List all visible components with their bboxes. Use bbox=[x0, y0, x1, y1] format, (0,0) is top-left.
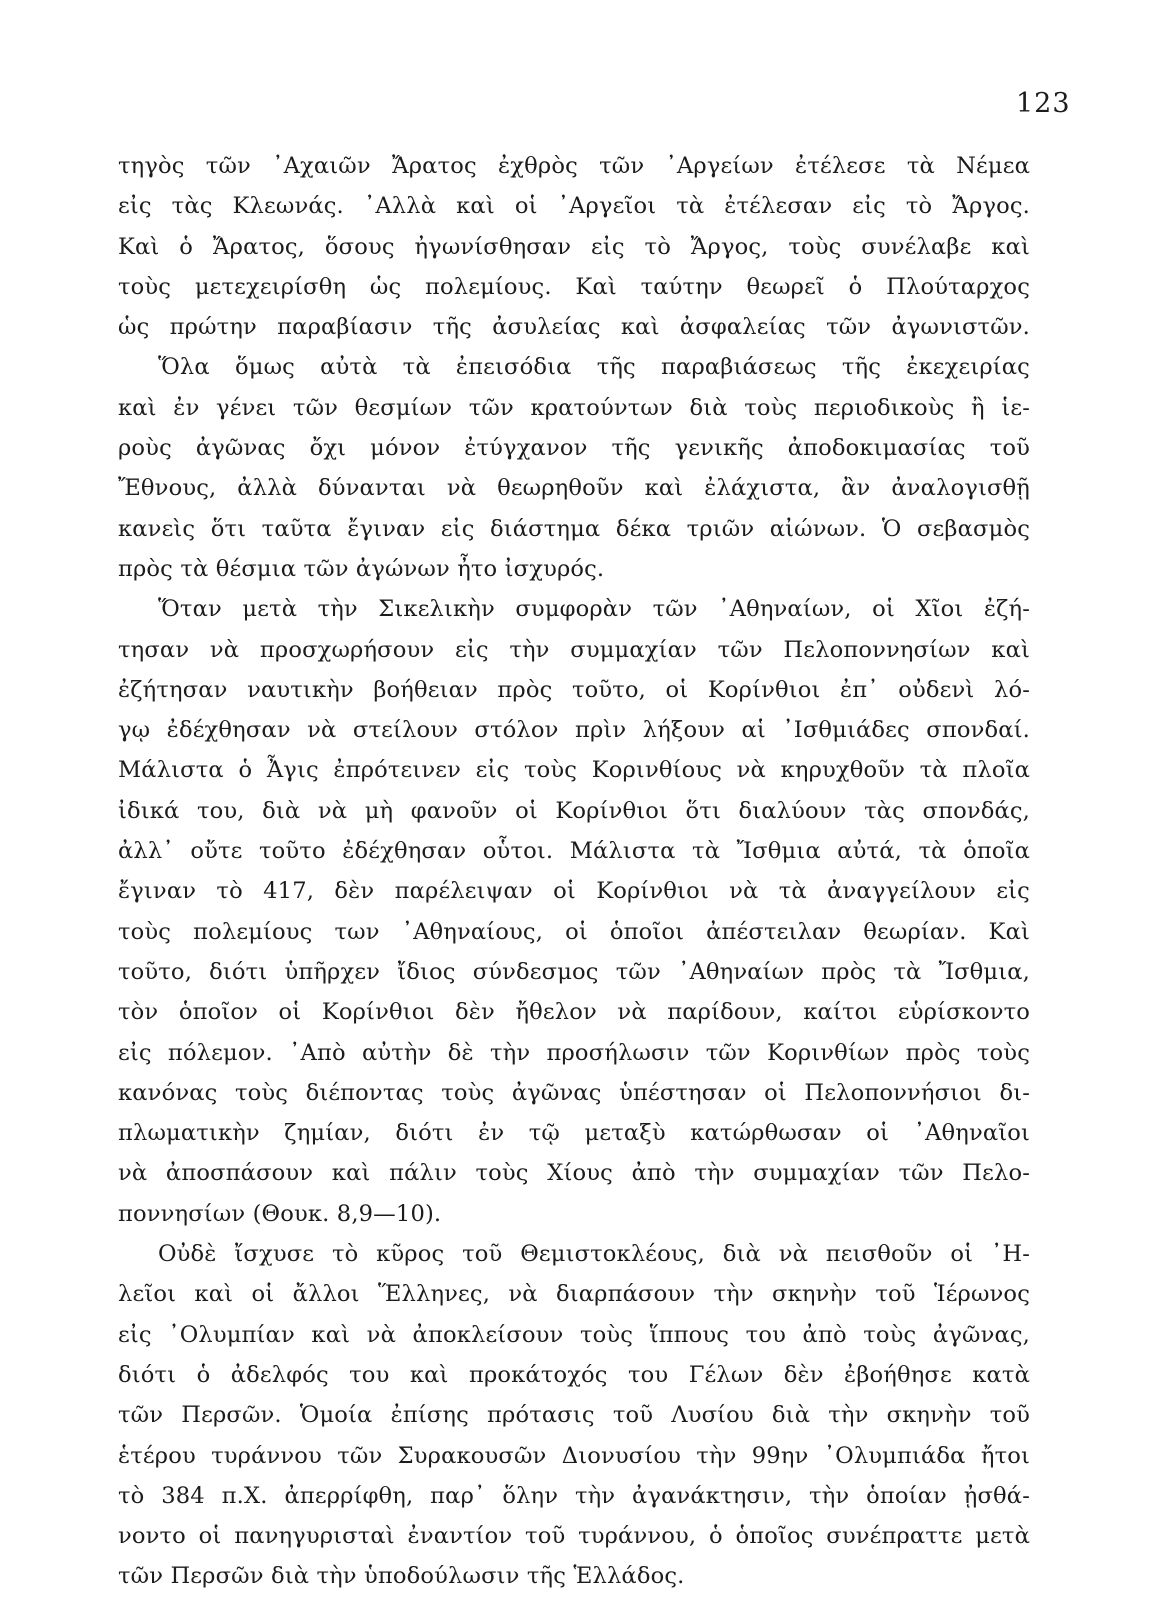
text-line: γῳ ἐδέχθησαν νὰ στείλουν στόλον πρὶν λήξουν αἱ ᾿Ισθμιάδες σπονδαί. bbox=[118, 717, 1030, 744]
text-line: ροὺς ἀγῶνας ὄχι μόνον ἐτύγχανον τῆς γενικῆς ἀποδοκιμασίας τοῦ bbox=[118, 435, 1030, 462]
text-line: ἰδικά του, διὰ νὰ μὴ φανοῦν οἱ Κορίνθιοι ὅτι διαλύουν τὰς σπονδάς, bbox=[118, 797, 1030, 824]
text-line: εἰς τὰς Κλεωνάς. ᾿Αλλὰ καὶ οἱ ᾿Αργεῖοι τὰ ἐτέλεσαν εἰς τὸ Ἄργος. bbox=[118, 193, 1030, 220]
text-line: πλωματικὴν ζημίαν, διότι ἐν τῷ μεταξὺ κατώρθωσαν οἱ ᾿Αθηναῖοι bbox=[118, 1120, 1030, 1147]
text-line: νοντο οἱ πανηγυρισταὶ ἐναντίον τοῦ τυράννου, ὁ ὁποῖος συνέπραττε μετὰ bbox=[118, 1523, 1030, 1550]
text-line: τῶν Περσῶν διὰ τὴν ὑποδούλωσιν τῆς Ἑλλάδος. bbox=[118, 1563, 685, 1590]
text-line: ἔγιναν τὸ 417, δὲν παρέλειψαν οἱ Κορίνθιοι νὰ τὰ ἀναγγείλουν εἰς bbox=[118, 878, 1030, 905]
text-line: κανεὶς ὅτι ταῦτα ἔγιναν εἰς διάστημα δέκα τριῶν αἰώνων. Ὁ σεβασμὸς bbox=[118, 515, 1030, 542]
text-line: τηγὸς τῶν ᾿Αχαιῶν Ἄρατος ἐχθρὸς τῶν ᾿Αργείων ἐτέλεσε τὰ Νέμεα bbox=[118, 153, 1030, 179]
paragraph bbox=[118, 1234, 1030, 1597]
text-line: πρὸς τὰ θέσμια τῶν ἀγώνων ἦτο ἰσχυρός. bbox=[118, 555, 605, 582]
paragraph bbox=[118, 146, 1030, 347]
text-line: τὸ 384 π.Χ. ἀπερρίφθη, παρ᾿ ὅλην τὴν ἀγανάκτησιν, τὴν ὁποίαν ᾐσθά- bbox=[118, 1482, 1030, 1509]
text-line: τοὺς πολεμίους των ᾿Αθηναίους, οἱ ὁποῖοι ἀπέστειλαν θεωρίαν. Καὶ bbox=[118, 918, 1030, 945]
text-line: ἀλλ᾿ οὔτε τοῦτο ἐδέχθησαν οὗτοι. Μάλιστα τὰ Ἴσθμια αὐτά, τὰ ὁποῖα bbox=[118, 838, 1030, 865]
text-line: κανόνας τοὺς διέποντας τοὺς ἀγῶνας ὑπέστησαν οἱ Πελοποννήσιοι δι- bbox=[118, 1079, 1030, 1106]
paragraph bbox=[118, 589, 1030, 1234]
paragraph bbox=[118, 347, 1030, 589]
text-line: τὸν ὁποῖον οἱ Κορίνθιοι δὲν ἤθελον νὰ παρίδουν, καίτοι εὑρίσκοντο bbox=[118, 999, 1030, 1026]
text-line: τῶν Περσῶν. Ὁμοία ἐπίσης πρότασις τοῦ Λυσίου διὰ τὴν σκηνὴν τοῦ bbox=[118, 1402, 1030, 1429]
text-line: Ὅταν μετὰ τὴν Σικελικὴν συμφορὰν τῶν ᾿Αθηναίων, οἱ Χῖοι ἐζή- bbox=[158, 596, 1030, 623]
text-line: Ἔθνους, ἀλλὰ δύνανται νὰ θεωρηθοῦν καὶ ἐλάχιστα, ἂν ἀναλογισθῇ bbox=[118, 475, 1030, 502]
text-line: ἑτέρου τυράννου τῶν Συρακουσῶν Διονυσίου τὴν 99ην ᾿Ολυμπιάδα ἤτοι bbox=[118, 1442, 1030, 1469]
text-line: εἰς ᾿Ολυμπίαν καὶ νὰ ἀποκλείσουν τοὺς ἵππους του ἀπὸ τοὺς ἀγῶνας, bbox=[118, 1321, 1030, 1348]
text-line: Οὐδὲ ἴσχυσε τὸ κῦρος τοῦ Θεμιστοκλέους, διὰ νὰ πεισθοῦν οἱ ᾿Η- bbox=[158, 1241, 1030, 1268]
text-line: εἰς πόλεμον. ᾿Απὸ αὐτὴν δὲ τὴν προσήλωσιν τῶν Κορινθίων πρὸς τοὺς bbox=[118, 1039, 1030, 1066]
text-line: Ὅλα ὅμως αὐτὰ τὰ ἐπεισόδια τῆς παραβιάσεως τῆς ἐκεχειρίας bbox=[158, 354, 1030, 381]
text-line: ἐζήτησαν ναυτικὴν βοήθειαν πρὸς τοῦτο, οἱ Κορίνθιοι ἐπ᾿ οὐδενὶ λό- bbox=[118, 676, 1030, 703]
text-line: διότι ὁ ἀδελφός του καὶ προκάτοχός του Γέλων δὲν ἐβοήθησε κατὰ bbox=[118, 1361, 1030, 1388]
text-line: τοῦτο, διότι ὑπῆρχεν ἴδιος σύνδεσμος τῶν ᾿Αθηναίων πρὸς τὰ Ἴσθμια, bbox=[118, 958, 1030, 985]
body-text bbox=[118, 146, 1030, 1597]
text-line: ποννησίων (Θουκ. 8,9—10). bbox=[118, 1200, 442, 1227]
text-line: καὶ ἐν γένει τῶν θεσμίων τῶν κρατούντων διὰ τοὺς περιοδικοὺς ἢ ἱε- bbox=[118, 394, 1030, 421]
text-line: τοὺς μετεχειρίσθη ὡς πολεμίους. Καὶ ταύτην θεωρεῖ ὁ Πλούταρχος bbox=[118, 273, 1030, 300]
text-line: λεῖοι καὶ οἱ ἄλλοι Ἕλληνες, νὰ διαρπάσουν τὴν σκηνὴν τοῦ Ἱέρωνος bbox=[118, 1281, 1030, 1308]
page-number: 123 bbox=[1016, 88, 1071, 119]
text-line: τησαν νὰ προσχωρήσουν εἰς τὴν συμμαχίαν τῶν Πελοποννησίων καὶ bbox=[118, 636, 1030, 663]
text-line: νὰ ἀποσπάσουν καὶ πάλιν τοὺς Χίους ἀπὸ τὴν συμμαχίαν τῶν Πελο- bbox=[118, 1160, 1030, 1187]
text-line: Καὶ ὁ Ἄρατος, ὅσους ἠγωνίσθησαν εἰς τὸ Ἄργος, τοὺς συνέλαβε καὶ bbox=[118, 233, 1030, 260]
text-line: Μάλιστα ὁ Ἆγις ἐπρότεινεν εἰς τοὺς Κορινθίους νὰ κηρυχθοῦν τὰ πλοῖα bbox=[118, 757, 1030, 784]
text-line: ὡς πρώτην παραβίασιν τῆς ἀσυλείας καὶ ἀσφαλείας τῶν ἀγωνιστῶν. bbox=[118, 314, 1030, 341]
